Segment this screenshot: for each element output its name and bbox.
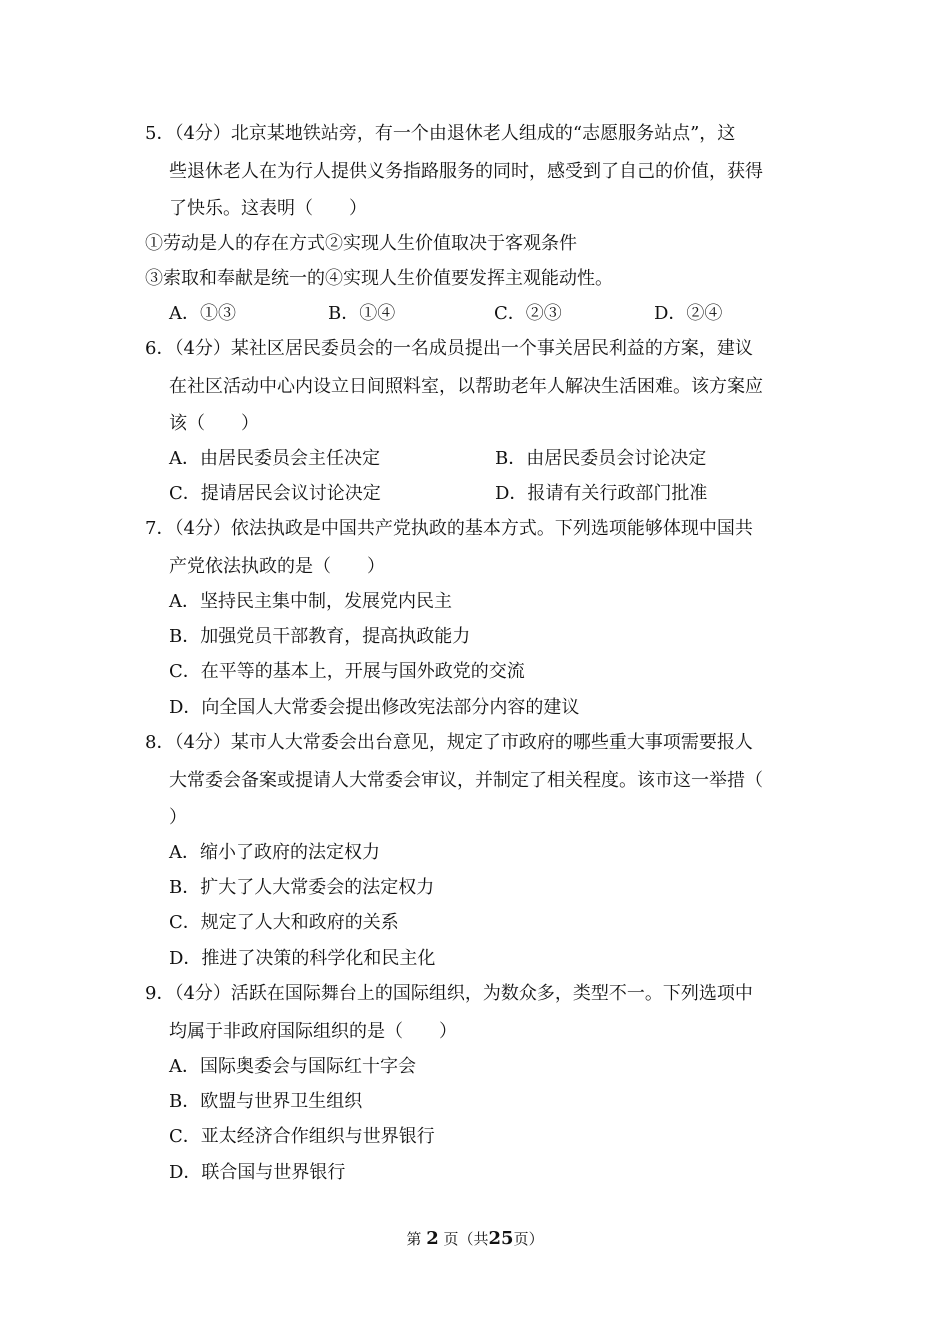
question-stem-line: 大常委会备案或提请人大常委会审议，并制定了相关程度。该市这一举措（: [169, 770, 763, 791]
question-stem-line: 了快乐。这表明（ ）: [169, 198, 367, 219]
option-a: A．由居民委员会主任决定: [169, 448, 380, 469]
question-stem-line: 均属于非政府国际组织的是（ ）: [169, 1021, 457, 1042]
question-stem-line: 8．（4分）某市人大常委会出台意见，规定了市政府的哪些重大事项需要报人: [145, 732, 753, 753]
option-d: D．联合国与世界银行: [169, 1162, 346, 1183]
question-stem-line: 6．（4分）某社区居民委员会的一名成员提出一个事关居民利益的方案，建议: [145, 338, 753, 359]
option-b: B．①④: [328, 303, 396, 324]
option-b: B．扩大了人大常委会的法定权力: [169, 877, 435, 898]
option-b: B．由居民委员会讨论决定: [495, 448, 707, 469]
question-stem-line: 些退休老人在为行人提供义务指路服务的同时，感受到了自己的价值，获得: [169, 161, 763, 182]
page-footer: [0, 1228, 950, 1250]
option-b: B．欧盟与世界卫生组织: [169, 1091, 363, 1112]
option-c: C．在平等的基本上，开展与国外政党的交流: [169, 661, 525, 682]
option-c: C．②③: [494, 303, 562, 324]
option-a: A．坚持民主集中制，发展党内民主: [169, 591, 452, 612]
question-stem-line: 9．（4分）活跃在国际舞台上的国际组织，为数众多，类型不一。下列选项中: [145, 983, 753, 1004]
option-d: D．②④: [654, 303, 723, 324]
option-c: C．规定了人大和政府的关系: [169, 912, 399, 933]
footer-suffix: 页）: [513, 1230, 544, 1248]
question-stem-line: 产党依法执政的是（ ）: [169, 556, 385, 577]
option-a: A．国际奥委会与国际红十字会: [169, 1056, 416, 1077]
option-c: C．亚太经济合作组织与世界银行: [169, 1126, 435, 1147]
footer-middle: 页（共: [443, 1230, 489, 1248]
option-d: D．向全国人大常委会提出修改宪法部分内容的建议: [169, 697, 580, 718]
footer-prefix: 第: [406, 1230, 422, 1248]
question-stem-line: 在社区活动中心内设立日间照料室，以帮助老年人解决生活困难。该方案应: [169, 376, 763, 397]
option-d: D．报请有关行政部门批准: [495, 483, 708, 504]
statement-line: ①劳动是人的存在方式②实现人生价值取决于客观条件: [145, 233, 577, 254]
current-page-number: 2: [426, 1228, 439, 1249]
option-d: D．推进了决策的科学化和民主化: [169, 948, 436, 969]
option-b: B．加强党员干部教育，提高执政能力: [169, 626, 471, 647]
question-stem-line: 5．（4分）北京某地铁站旁，有一个由退休老人组成的“志愿服务站点”，这: [145, 123, 736, 144]
option-c: C．提请居民会议讨论决定: [169, 483, 381, 504]
question-stem-line: ）: [169, 807, 187, 828]
total-page-count: 25: [488, 1228, 514, 1249]
option-a: A．①③: [169, 303, 236, 324]
question-stem-line: 7．（4分）依法执政是中国共产党执政的基本方式。下列选项能够体现中国共: [145, 518, 753, 539]
option-a: A．缩小了政府的法定权力: [169, 842, 380, 863]
statement-line: ③索取和奉献是统一的④实现人生价值要发挥主观能动性。: [145, 268, 613, 289]
question-stem-line: 该（ ）: [169, 413, 259, 434]
